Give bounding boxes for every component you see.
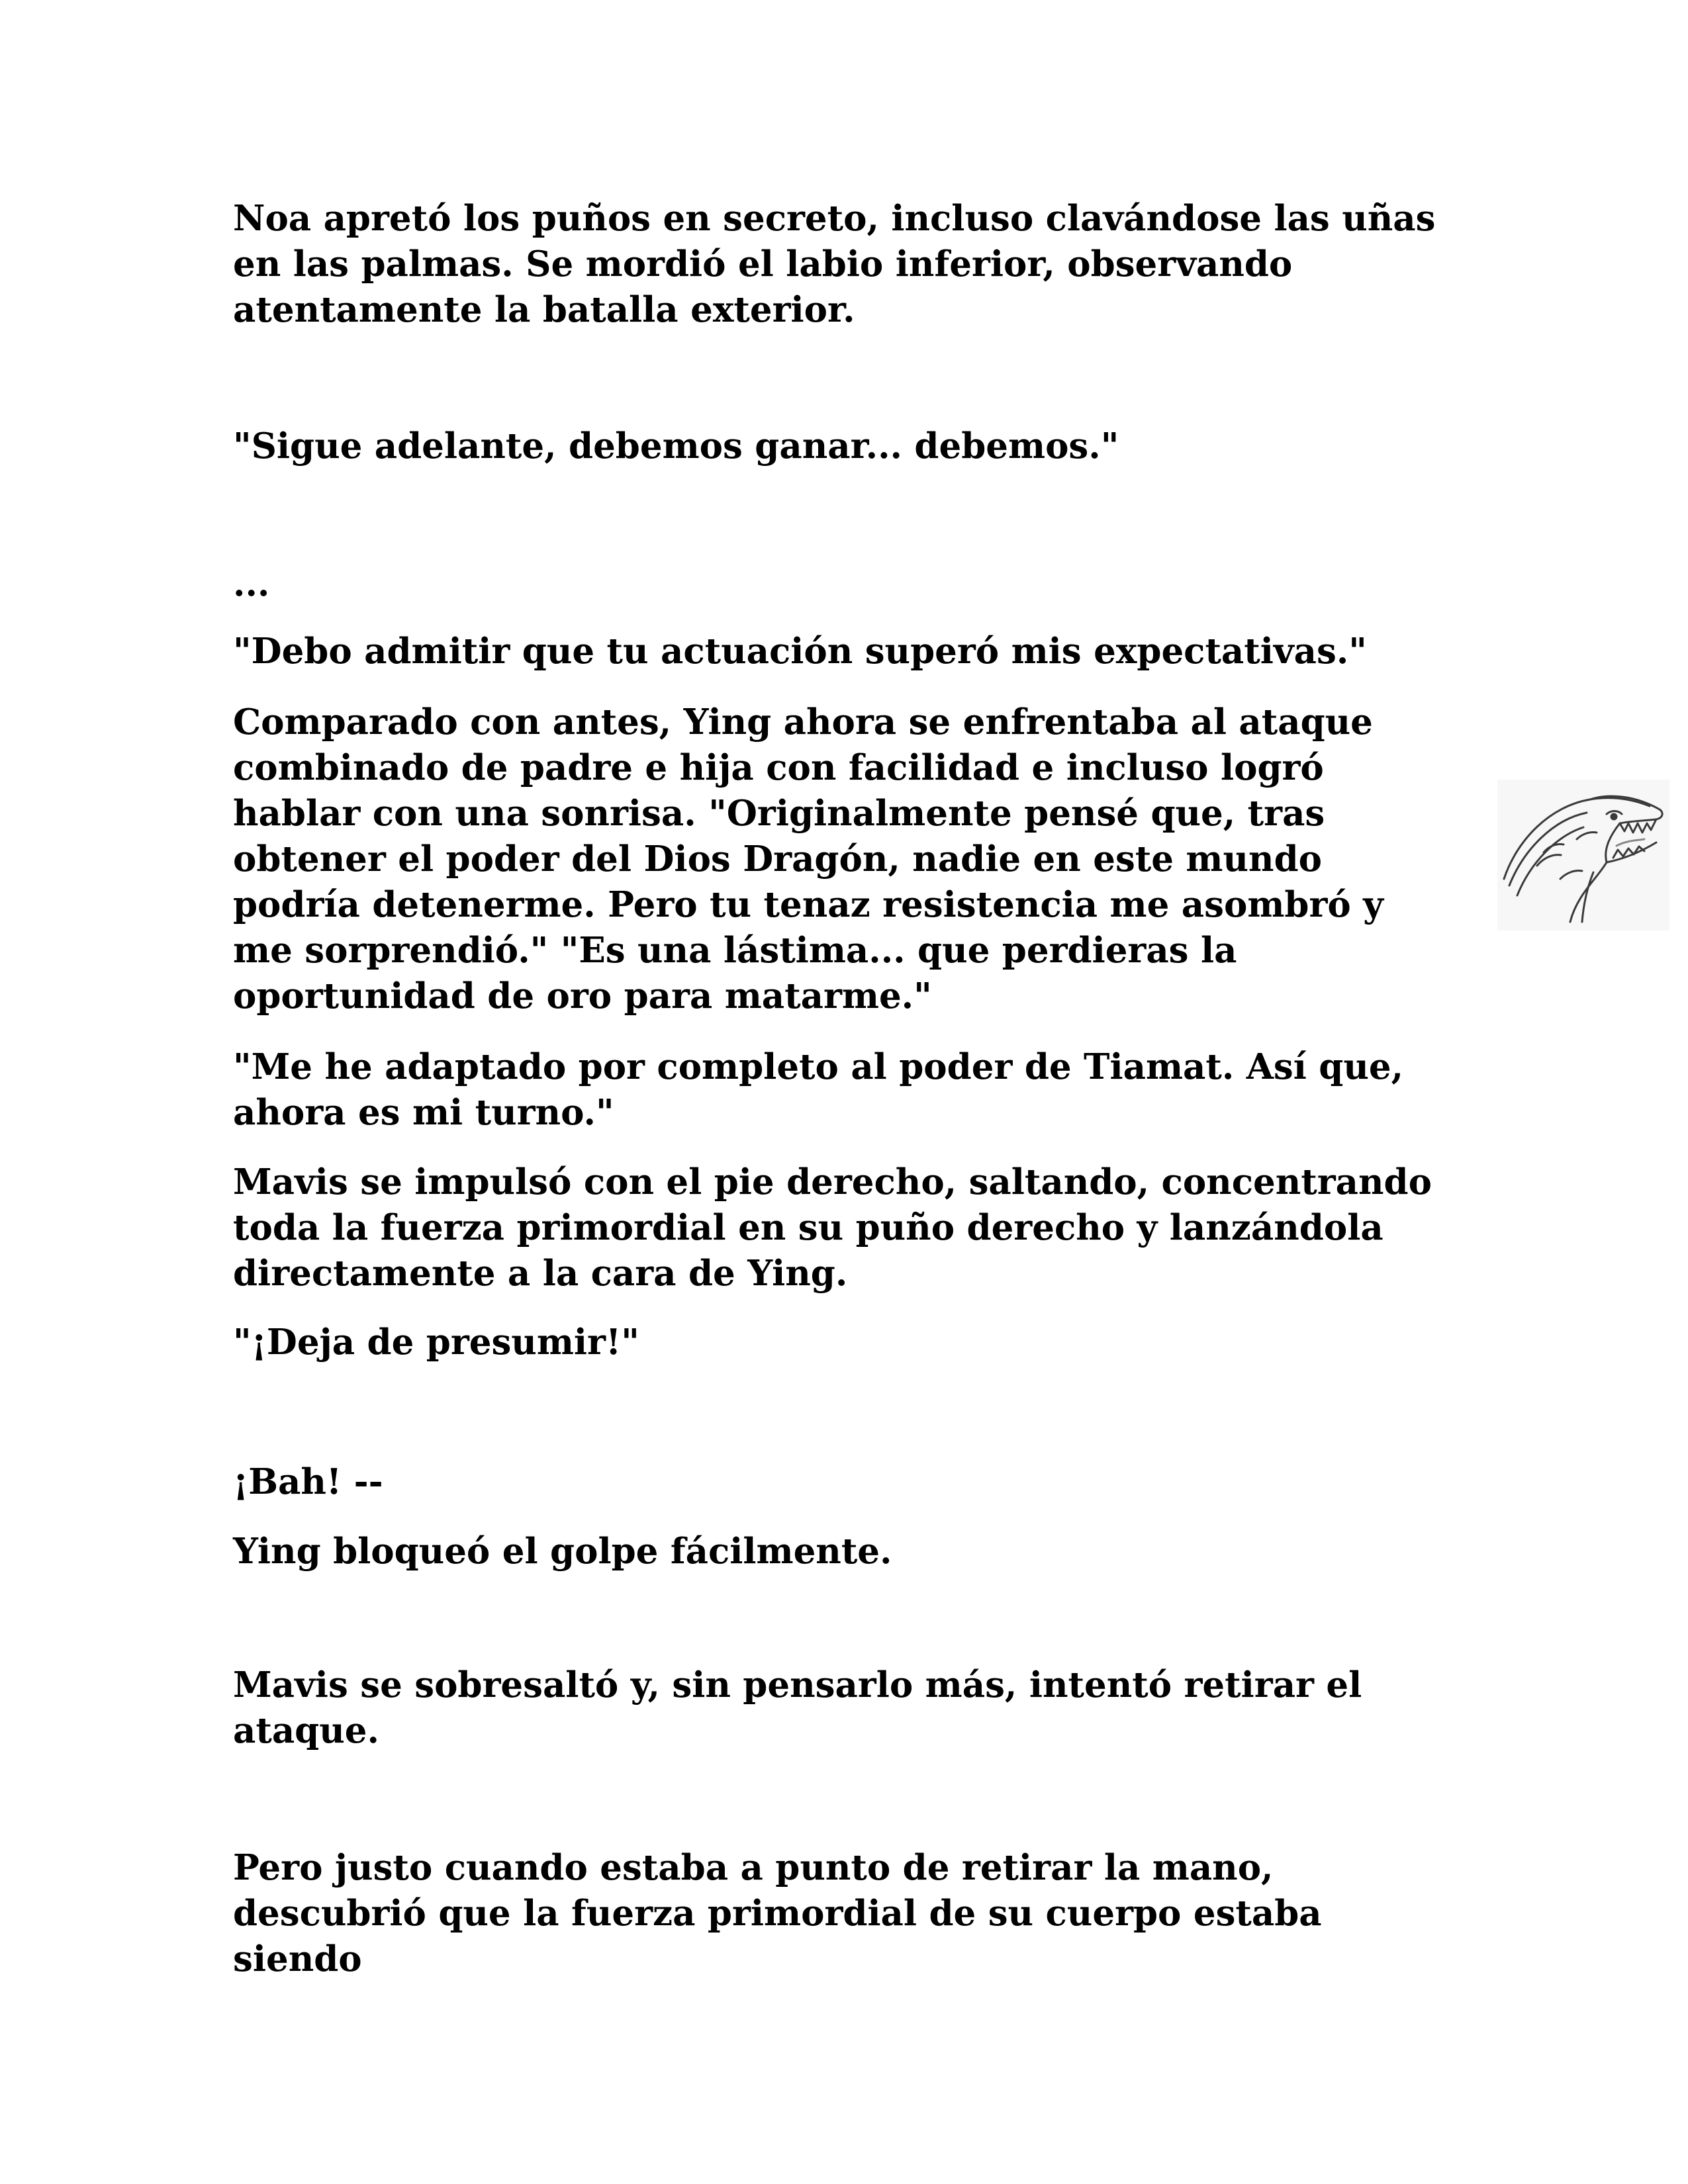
- paragraph-7: Mavis se impulsó con el pie derecho, saltando, concentrando toda la fuerza primordial en su puño derecho y lanzándola directamente a la cara de Ying.: [233, 1161, 1432, 1294]
- paragraph-3: ...: [233, 563, 270, 604]
- paragraph-1: Noa apretó los puños en secreto, incluso clavándose las uñas en las palmas. Se mordió el labio inferior, observando atentamente la batalla exterior.: [233, 198, 1436, 330]
- paragraph-6: "Me he adaptado por completo al poder de Tiamat. Así que, ahora es mi turno.": [233, 1046, 1404, 1133]
- paragraph-11: Mavis se sobresaltó y, sin pensarlo más, intentó retirar el ataque.: [233, 1664, 1362, 1751]
- paragraph-5: Comparado con antes, Ying ahora se enfrentaba al ataque combinado de padre e hija con facilidad e incluso logró hablar con una sonrisa. "Originalmente pensé que, tras obtener el poder del Dios Dragón, nadie en este mundo podría detenerme. Pero tu tenaz resistencia me asombró y me sorprendió." "Es una lástima... que perdieras la oportunidad de oro para matarme.": [233, 702, 1383, 1017]
- paragraph-9: ¡Bah! --: [233, 1461, 383, 1502]
- paragraph-2: "Sigue adelante, debemos ganar... debemos.": [233, 426, 1119, 467]
- paragraph-4: "Debo admitir que tu actuación superó mis expectativas.": [233, 631, 1367, 672]
- dragon-head-sketch-icon: [1497, 780, 1669, 931]
- paragraph-10: Ying bloqueó el golpe fácilmente.: [233, 1531, 892, 1572]
- paragraph-8: "¡Deja de presumir!": [233, 1322, 639, 1363]
- paragraph-12: Pero justo cuando estaba a punto de retirar la mano, descubrió que la fuerza primordial de su cuerpo estaba siendo: [233, 1847, 1322, 1979]
